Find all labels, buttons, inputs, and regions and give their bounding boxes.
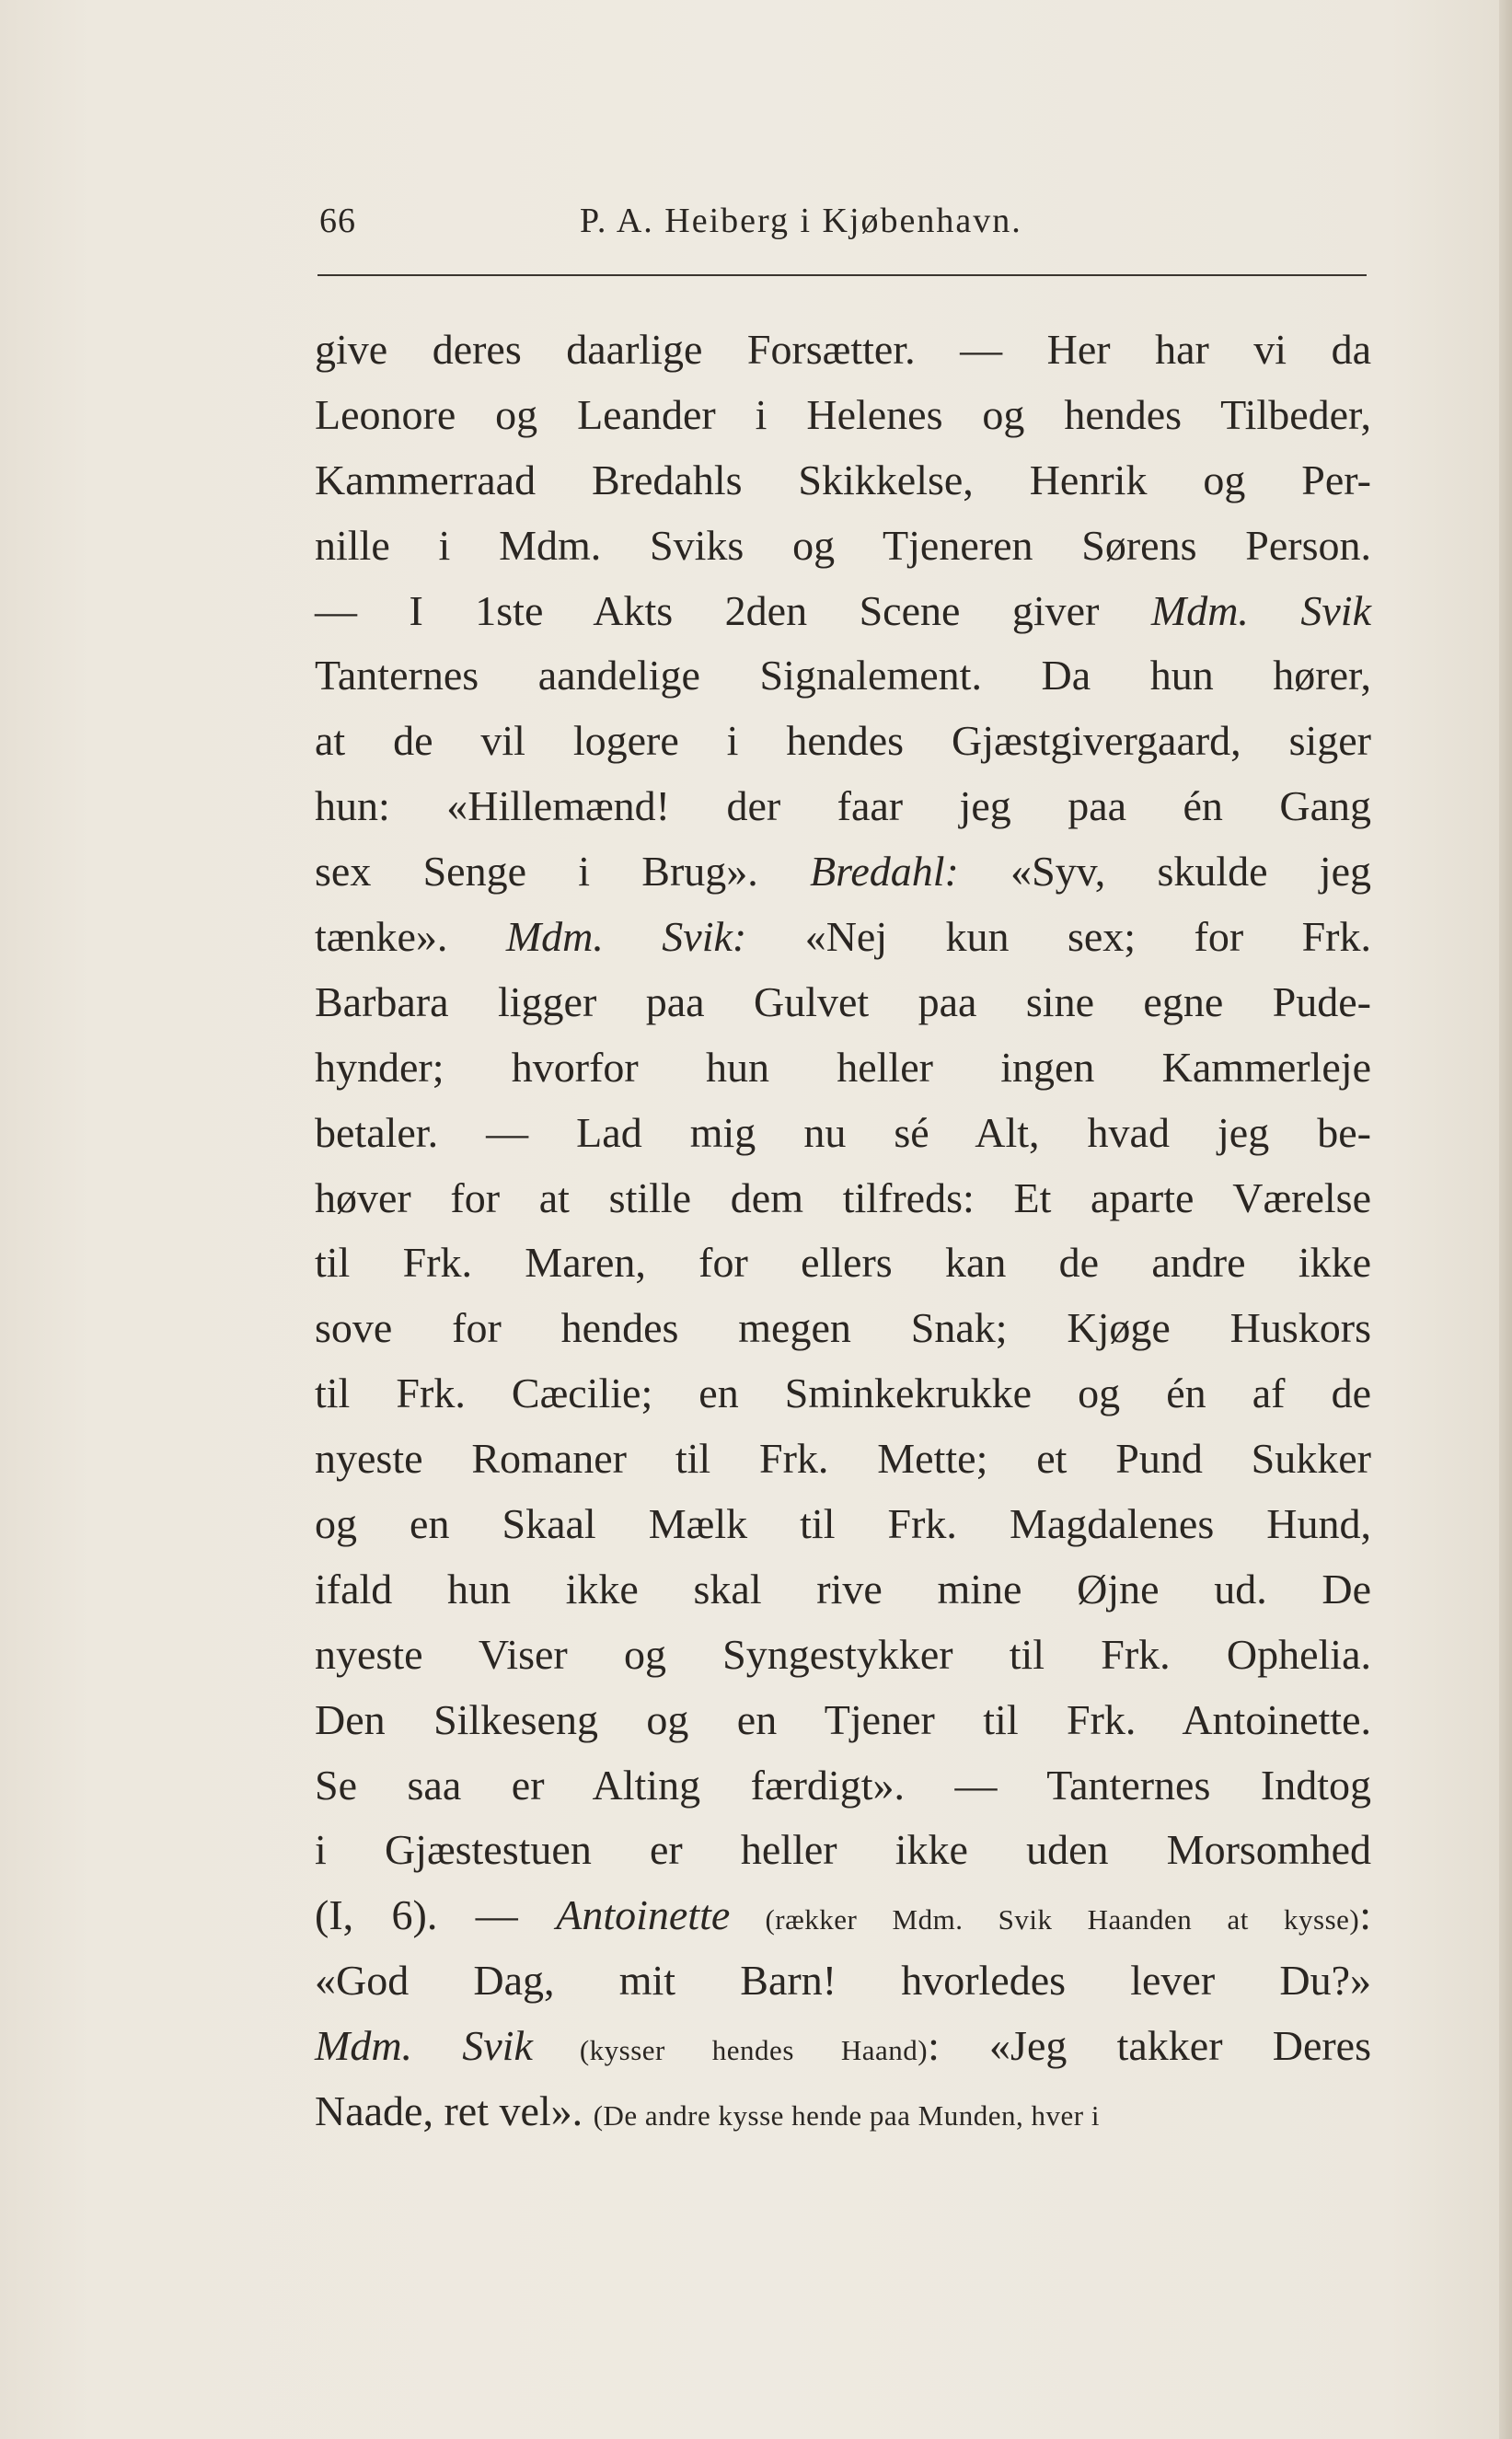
header-rule [317,274,1367,276]
text-line [315,709,1371,774]
text-line [315,2079,1371,2144]
text-segment: «God Dag, mit Barn! hvorledes lever Du?» [315,1957,1371,2005]
text-segment: til Frk. Maren, for ellers kan de andre ikke [315,1239,1371,1287]
text-line [315,643,1371,709]
text-segment: hynder; hvorfor hun heller ingen Kammerleje [315,1043,1371,1091]
text-segment: i Gjæstestuen er heller ikke uden Morsomhed [315,1826,1371,1874]
text-line [315,383,1371,448]
text-segment: Kammerraad Bredahls Skikkelse, Henrik og Per- [315,456,1371,503]
text-line [315,839,1371,905]
text-segment: tænke». [315,913,506,961]
text-line [315,1492,1371,1557]
italic-speaker: Mdm. Svik [315,2022,533,2070]
text-line [315,318,1371,383]
text-line [315,1557,1371,1623]
italic-speaker: Antoinette [556,1891,731,1939]
text-segment: nyeste Romaner til Frk. Mette; et Pund Sukker [315,1435,1371,1483]
text-segment: — I 1ste Akts 2den Scene giver [315,586,1151,634]
text-segment: og en Skaal Mælk til Frk. Magdalenes Hund, [315,1500,1371,1548]
text-segment: nyeste Viser og Syngestykker til Frk. Ophelia. [315,1630,1371,1678]
text-line [315,1361,1371,1427]
text-line [315,514,1371,579]
italic-speaker: Mdm. Svik: [505,913,747,961]
text-line [315,448,1371,514]
text-segment: Tanternes aandelige Signalement. Da hun hører, [315,652,1371,699]
text-segment: «Syv, skulde jeg [958,848,1371,896]
text-segment: til Frk. Cæcilie; en Sminkekrukke og én af de [315,1370,1371,1417]
text-segment: høver for at stille dem tilfreds: Et aparte Værelse [315,1173,1371,1221]
text-line [315,1101,1371,1166]
page-header [317,201,1367,247]
text-line [315,1753,1371,1819]
stage-direction: (De andre kysse hende paa Munden, hver i [593,2099,1100,2133]
text-segment: Naade, ret vel». [315,2087,594,2135]
text-segment: hun: «Hillemænd! der faar jeg paa én Gang [315,782,1371,830]
text-line [315,1883,1371,1948]
running-title: P. A. Heiberg i Kjøbenhavn. [580,202,1022,240]
text-line [315,1623,1371,1688]
text-segment: betaler. — Lad mig nu sé Alt, hvad jeg be- [315,1108,1371,1156]
text-segment: «Nej kun sex; for Frk. [746,913,1371,961]
stage-direction: (kysser hendes Haand) [532,2034,929,2067]
text-segment: Leonore og Leander i Helenes og hendes Tilbeder, [315,390,1371,438]
text-segment: sex Senge i Brug». [315,848,811,896]
text-segment: ifald hun ikke skal rive mine Øjne ud. De [315,1565,1371,1613]
italic-speaker: Mdm. Svik [1150,586,1372,634]
text-line [315,774,1371,839]
text-segment: Den Silkeseng og en Tjener til Frk. Antoinette. [315,1695,1371,1743]
text-line [315,1818,1371,1883]
text-line [315,1427,1371,1492]
text-line [315,970,1371,1035]
text-segment: nille i Mdm. Sviks og Tjeneren Sørens Person. [315,521,1371,569]
text-line [315,1166,1371,1231]
page-edge [1499,0,1512,2439]
body-text [315,318,1371,2144]
text-segment: give deres daarlige Forsætter. — Her har vi da [315,326,1371,373]
italic-speaker: Bredahl: [810,848,959,896]
text-line [315,1948,1371,2014]
text-line [315,1231,1371,1296]
page-number: 66 [319,202,356,240]
text-line [315,1035,1371,1101]
text-line [315,579,1371,644]
text-segment: Se saa er Alting færdigt». — Tanternes Indtog [315,1761,1371,1809]
text-segment: at de vil logere i hendes Gjæstgivergaard, siger [315,717,1371,765]
text-segment: Barbara ligger paa Gulvet paa sine egne Pude- [315,977,1371,1025]
stage-direction: (rækker Mdm. Svik Haanden at kysse) [730,1903,1360,1936]
text-line [315,905,1371,970]
text-line [315,2014,1371,2079]
text-segment: : «Jeg takker Deres [928,2022,1371,2070]
text-line [315,1296,1371,1361]
text-segment: : [1359,1891,1371,1939]
text-segment: (I, 6). — [315,1891,557,1939]
text-line [315,1688,1371,1753]
text-segment: sove for hendes megen Snak; Kjøge Huskors [315,1304,1371,1352]
